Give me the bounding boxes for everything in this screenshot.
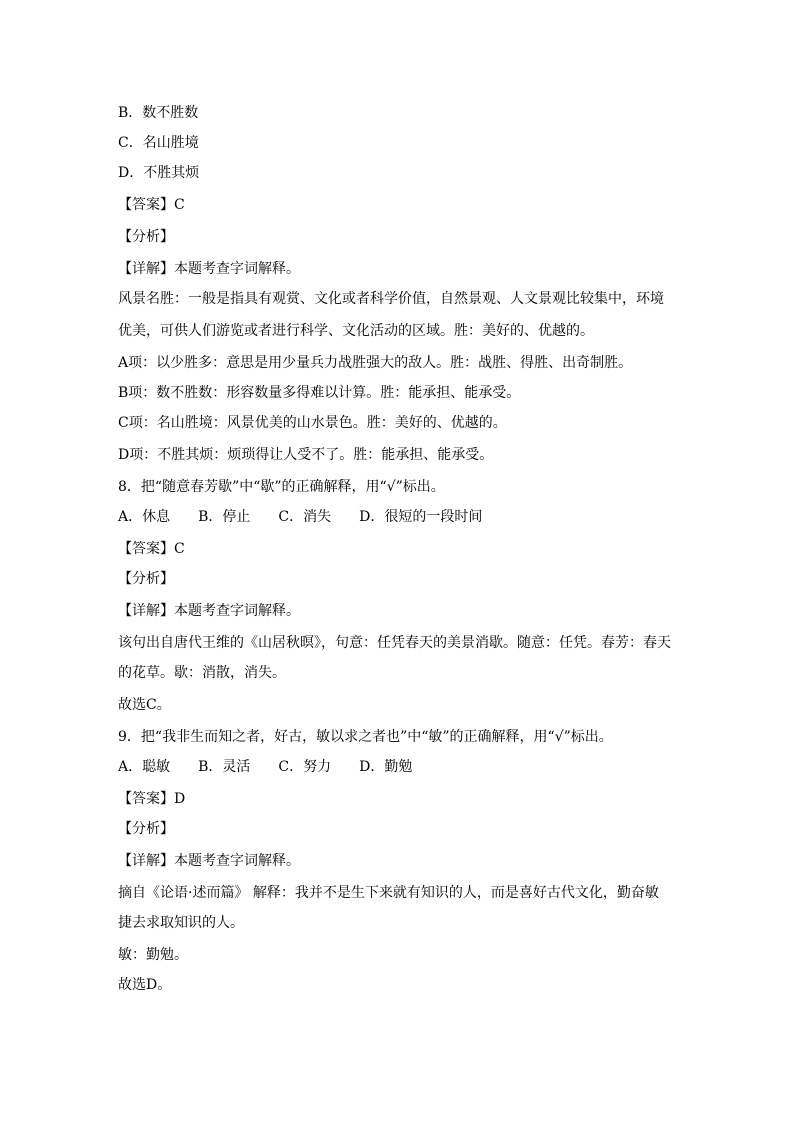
answer-line: 【答案】C [118, 197, 185, 213]
option-c-line: C．名山胜境 [118, 135, 199, 151]
explanation-line: 的花草。歇：消散，消失。 [118, 665, 286, 681]
analysis-heading: 【分析】 [118, 571, 174, 587]
option-d-line: D．不胜其烦 [118, 165, 200, 181]
conclusion-line: 故选D。 [118, 977, 172, 993]
question-8: 8．把“随意春芳歇”中“歇”的正确解释，用“√”标出。 [118, 479, 445, 495]
detail-line: 【详解】本题考查字词解释。 [118, 261, 300, 277]
explanation-line: C项：名山胜境：风景优美的山水景色。胜：美好的、优越的。 [118, 415, 507, 431]
explanation-line: 摘自《论语·述而篇》 解释：我并不是生下来就有知识的人，而是喜好古代文化，勤奋敏 [118, 885, 659, 901]
explanation-line: B项：数不胜数：形容数量多得难以计算。胜：能承担、能承受。 [118, 385, 521, 401]
option-b-line: B．数不胜数 [118, 105, 199, 121]
detail-line: 【详解】本题考查字词解释。 [118, 853, 300, 869]
explanation-line: 优美，可供人们游览或者进行科学、文化活动的区域。胜：美好的、优越的。 [118, 323, 594, 339]
question-9-options: A．聪敏 B．灵活 C．努力 D．勤勉 [118, 759, 413, 775]
question-9: 9．把“我非生而知之者，好古，敏以求之者也”中“敏”的正确解释，用“√”标出。 [118, 729, 613, 745]
explanation-line: 该句出自唐代王维的《山居秋暝》，句意：任凭春天的美景消歇。随意：任凭。春芳：春天 [118, 635, 671, 651]
explanation-line: D项：不胜其烦：烦琐得让人受不了。胜：能承担、能承受。 [118, 447, 494, 463]
explanation-line: A项：以少胜多：意思是用少量兵力战胜强大的敌人。胜：战胜、得胜、出奇制胜。 [118, 355, 633, 371]
explanation-line: 敏：勤勉。 [118, 947, 188, 963]
analysis-heading: 【分析】 [118, 821, 174, 837]
answer-line: 【答案】C [118, 541, 185, 557]
answer-line: 【答案】D [118, 791, 186, 807]
analysis-heading: 【分析】 [118, 229, 174, 245]
explanation-line: 风景名胜：一般是指具有观赏、文化或者科学价值，自然景观、人文景观比较集中，环境 [118, 291, 664, 307]
question-8-options: A．休息 B．停止 C．消失 D．很短的一段时间 [118, 509, 483, 525]
explanation-line: 捷去求取知识的人。 [118, 915, 244, 931]
detail-line: 【详解】本题考查字词解释。 [118, 603, 300, 619]
conclusion-line: 故选C。 [118, 697, 171, 713]
